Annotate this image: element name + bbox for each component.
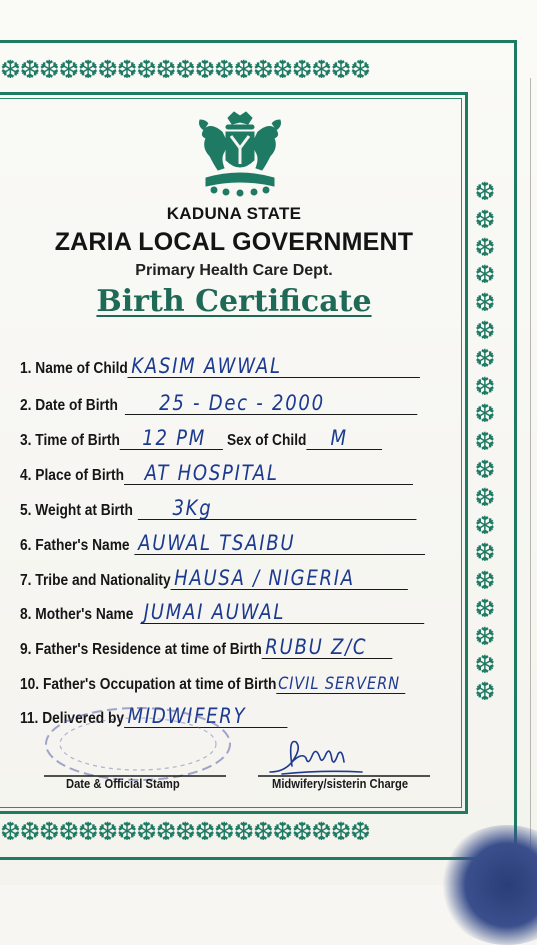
field-label: 10. Father's Occupation at time of Birth [20,676,277,693]
ornament-glyph: ❆ [474,566,496,596]
ornament-glyph: ❆ [474,538,496,568]
ornament-glyph: ❆ [474,482,496,512]
field-value-fathers-name: AUWAL TSAIBU [138,531,296,555]
ornament-glyph: ❆ [474,427,496,457]
field-value-fathers-occupation: CIVIL SERVERN [278,674,400,694]
certificate-title: Birth Certificate [96,284,372,319]
field-value-sex-of-child: M [330,426,348,450]
field-value-delivered-by: MIDWIFERY [127,704,247,728]
ornament-row-top: ❆❆❆❆❆❆❆❆❆❆❆❆❆❆❆❆❆❆❆ [0,56,370,84]
field-label: 5. Weight at Birth [20,502,133,519]
field-label: 2. Date of Birth [20,397,118,414]
ornament-glyph: ❆ [474,177,496,206]
ornament-glyph: ❆ [474,288,496,318]
state-heading: KADUNA STATE [166,204,302,223]
field-value-weight: 3Kg [172,496,213,520]
ornament-glyph: ❆ [474,343,496,373]
field-label: 6. Father's Name [20,537,130,554]
field-value-date-of-birth: 25 - Dec - 2000 [159,391,325,415]
field-label: 7. Tribe and Nationality [20,572,171,589]
ornament-glyph: ❆ [474,399,496,429]
field-value-fathers-residence: RUBU Z/C [265,635,368,659]
field-value-place-of-birth: AT HOSPITAL [144,461,279,485]
field-value-time-of-birth: 12 PM [142,426,207,450]
date-official-stamp-label: Date & Official Stamp [66,776,180,791]
field-label: Sex of Child [226,432,307,449]
midwife-signature [262,732,382,780]
ornament-glyph: ❆ [474,454,496,484]
ornament-glyph: ❆ [474,621,496,651]
field-value-tribe-nationality: HAUSA / NIGERIA [174,566,355,590]
field-label: 11. Delivered by [20,710,125,727]
ornament-glyph: ❆ [474,232,496,262]
ornament-glyph: ❆ [474,315,496,345]
field-label: 8. Mother's Name [20,606,134,623]
ornament-glyph: ❆ [474,593,496,623]
field-label: 4. Place of Birth [20,467,124,484]
local-government-heading: ZARIA LOCAL GOVERNMENT [54,228,414,256]
ornament-glyph: ❆ [474,510,496,540]
ornament-glyph: ❆ [474,677,496,707]
field-value-mothers-name: JUMAI AUWAL [143,600,286,624]
ornament-glyph: ❆ [474,371,496,401]
department-heading: Primary Health Care Dept. [135,262,333,279]
field-label: 1. Name of Child [20,360,128,377]
field-label: 9. Father's Residence at time of Birth [20,641,262,658]
field-value-name-of-child: KASIM AWWAL [131,354,282,378]
ornament-glyph: ❆ [474,649,496,679]
midwifery-sister-in-charge-label: Midwifery/sisterin Charge [272,776,409,791]
field-label: 3. Time of Birth [20,432,120,449]
ornament-glyph: ❆ [474,260,496,290]
ornament-row-bottom: ❆❆❆❆❆❆❆❆❆❆❆❆❆❆❆❆❆❆❆ [0,818,370,846]
ornament-glyph: ❆ [474,204,496,234]
